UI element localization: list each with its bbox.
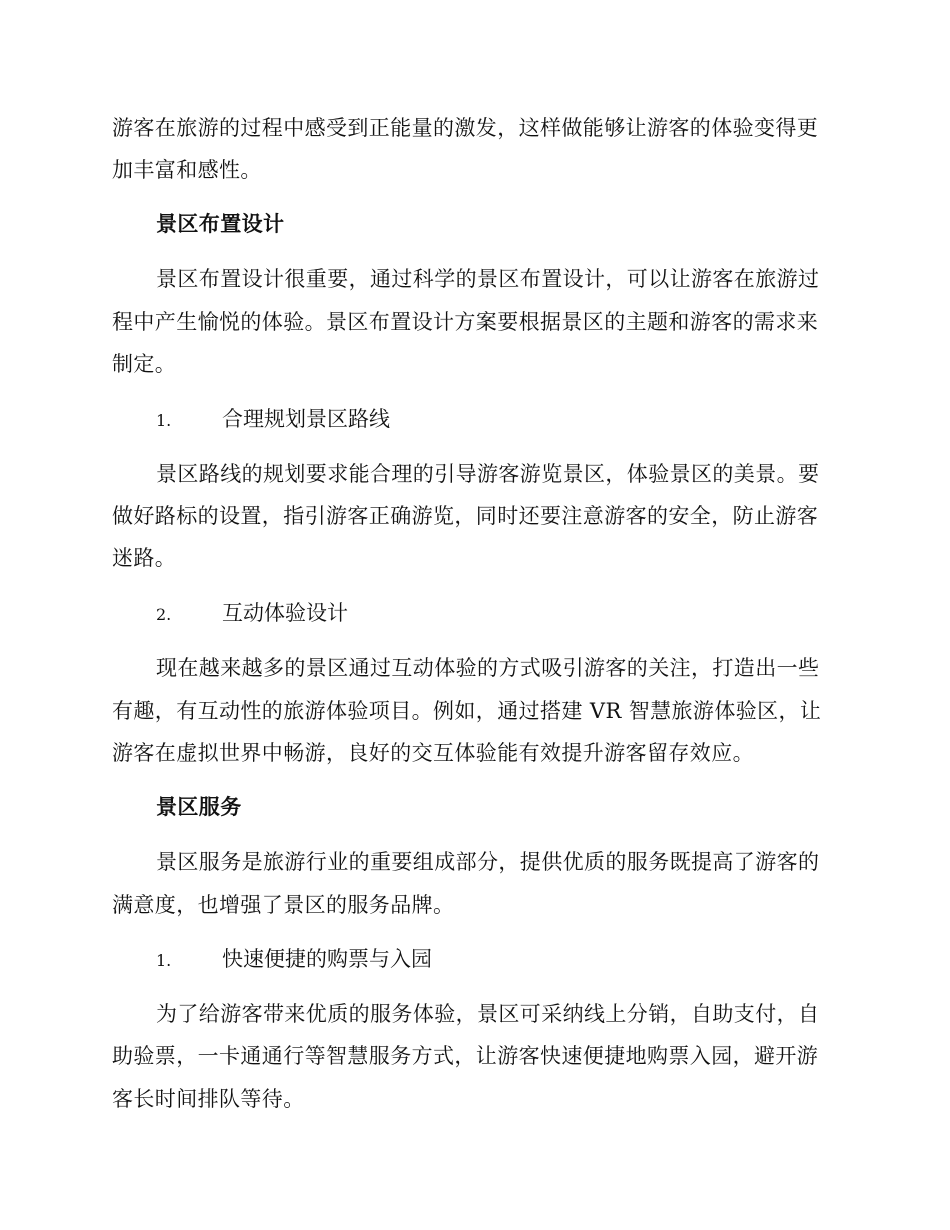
paragraph-line: 助验票，一卡通通行等智慧服务方式，让游客快速便捷地购票入园，避开游 — [112, 1044, 819, 1068]
paragraph-line: 游客在旅游的过程中感受到正能量的激发，这样做能够让游客的体验变得更 — [112, 116, 819, 140]
paragraph-line: 景区布置设计很重要，通过科学的景区布置设计，可以让游客在旅游过 — [156, 267, 820, 291]
item-number: 1. — [156, 951, 172, 970]
item-title: 合理规划景区路线 — [222, 407, 390, 431]
section-heading: 景区布置设计 — [156, 211, 285, 236]
numbered-item — [156, 601, 348, 627]
paragraph-line: 景区服务是旅游行业的重要组成部分，提供优质的服务既提高了游客的 — [156, 850, 820, 874]
item-number: 2. — [156, 605, 172, 624]
paragraph-line: 景区路线的规划要求能合理的引导游客游览景区，体验景区的美景。要 — [156, 462, 820, 486]
numbered-item — [156, 947, 432, 973]
item-title: 快速便捷的购票与入园 — [222, 947, 432, 971]
paragraph-line: 为了给游客带来优质的服务体验，景区可采纳线上分销，自助支付，自 — [156, 1002, 820, 1026]
paragraph-line: 游客在虚拟世界中畅游，良好的交互体验能有效提升游客留存效应。 — [112, 741, 754, 765]
numbered-item — [156, 407, 390, 433]
paragraph-line: 客长时间排队等待。 — [112, 1087, 305, 1111]
item-title: 互动体验设计 — [222, 601, 348, 625]
section-heading: 景区服务 — [156, 794, 242, 819]
paragraph-line: 有趣，有互动性的旅游体验项目。例如，通过搭建 VR 智慧旅游体验区，让 — [112, 699, 822, 723]
paragraph-line: 加丰富和感性。 — [112, 158, 262, 182]
paragraph-line: 程中产生愉悦的体验。景区布置设计方案要根据景区的主题和游客的需求来 — [112, 310, 819, 334]
paragraph-line: 满意度，也增强了景区的服务品牌。 — [112, 893, 455, 917]
paragraph-line: 做好路标的设置，指引游客正确游览，同时还要注意游客的安全，防止游客 — [112, 504, 819, 528]
paragraph-line: 现在越来越多的景区通过互动体验的方式吸引游客的关注，打造出一些 — [156, 656, 820, 680]
item-number: 1. — [156, 411, 172, 430]
paragraph-line: 制定。 — [112, 352, 177, 376]
paragraph-line: 迷路。 — [112, 546, 177, 570]
